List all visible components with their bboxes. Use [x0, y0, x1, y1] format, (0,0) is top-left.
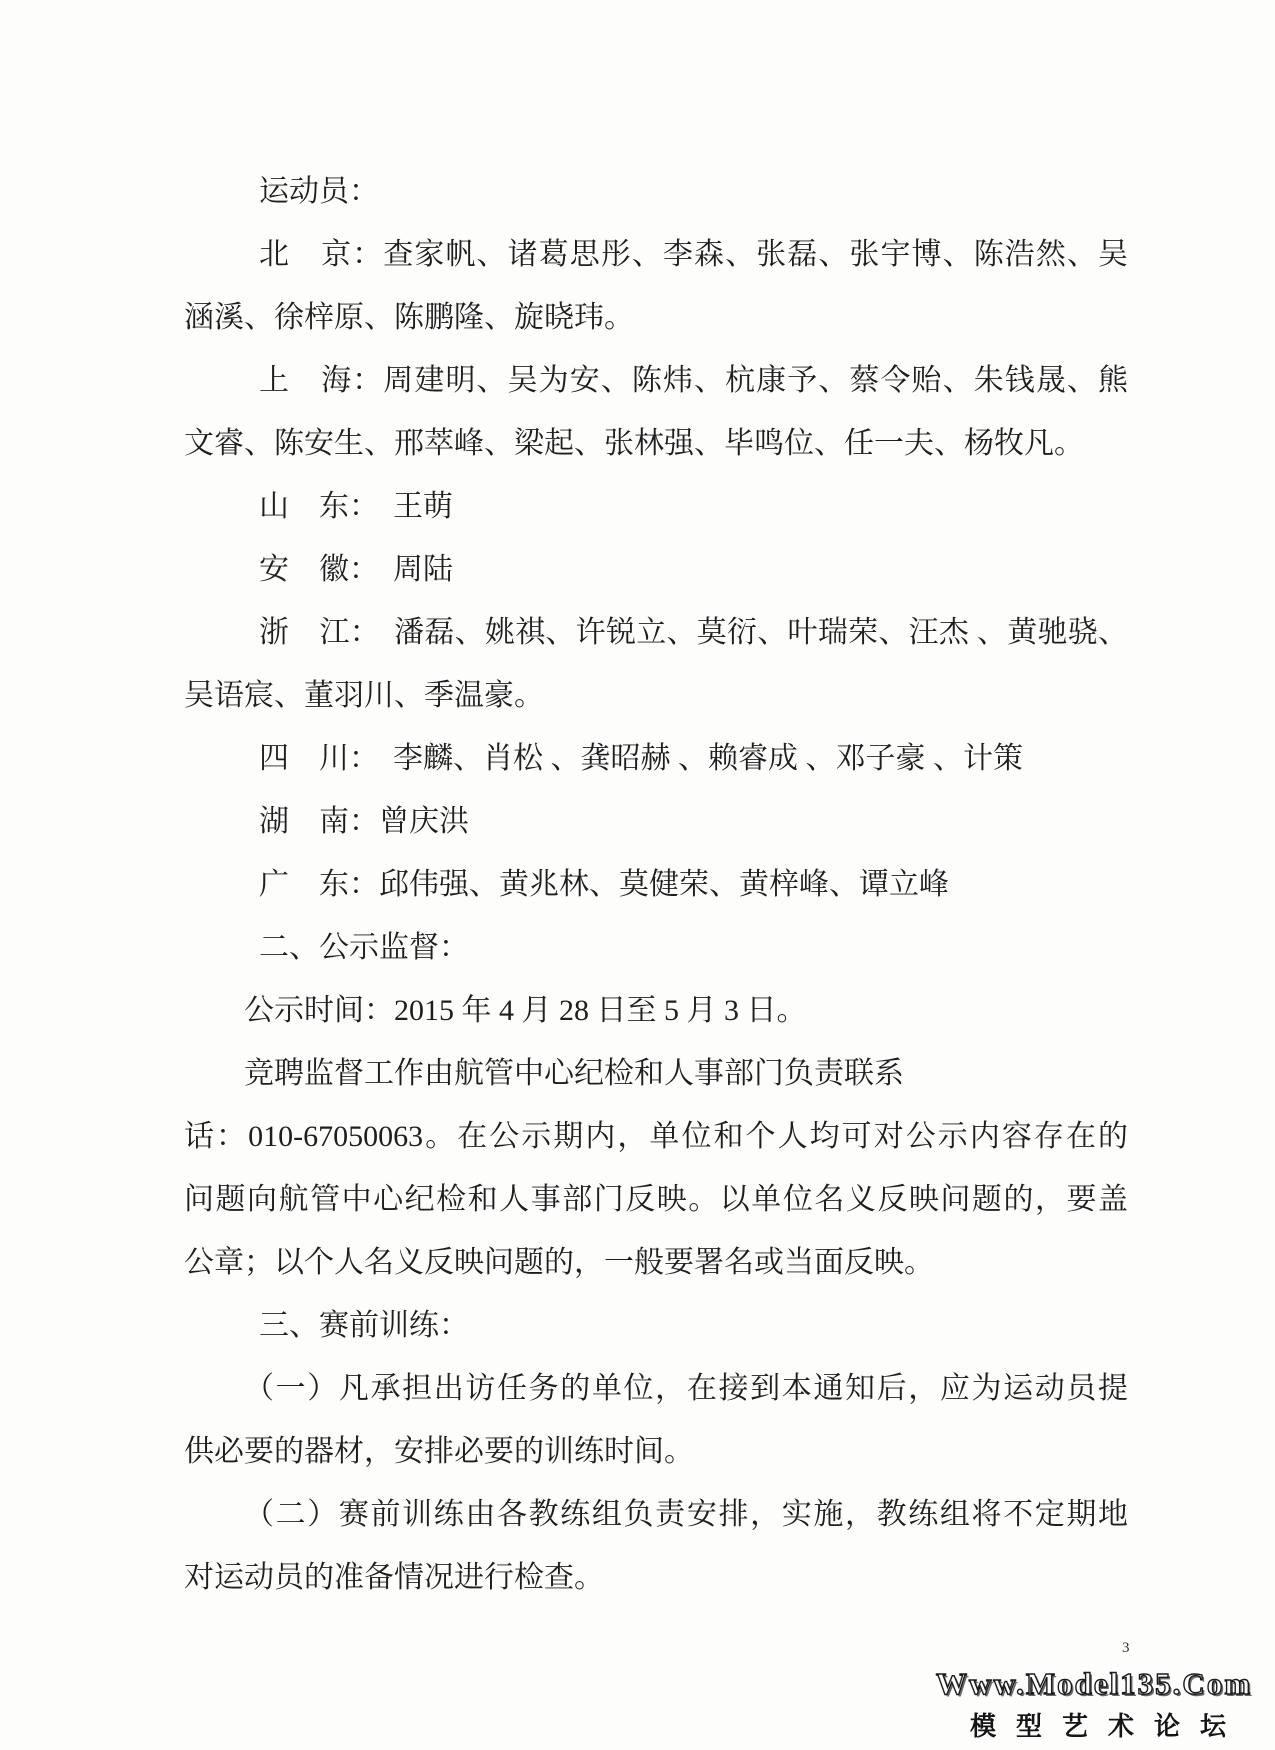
- team-names: 潘磊、姚祺、许锐立、莫衍、叶瑞荣、汪杰 、黄驰骁、: [394, 616, 1129, 649]
- supervision-line-2: 话：010-67050063。在公示期内，单位和个人均可对公示内容存在的: [184, 1120, 1128, 1153]
- training-item-2-line-2: 对运动员的准备情况进行检查。: [184, 1561, 604, 1594]
- supervision-line-1: 竞聘监督工作由航管中心纪检和人事部门负责联系: [244, 1057, 904, 1090]
- team-names: 李麟、肖松 、龚昭赫 、赖睿成 、邓子豪 、计策: [393, 742, 1023, 775]
- team-guangdong-line: [184, 853, 1128, 916]
- training-item-1-line-1: （一）凡承担出访任务的单位，在接到本通知后，应为运动员提: [244, 1372, 1128, 1405]
- province-label-anhui: 安 徽：: [259, 553, 379, 586]
- supervision-line-3: 问题向航管中心纪检和人事部门反映。以单位名义反映问题的，要盖: [184, 1183, 1128, 1216]
- team-hunan-line: [184, 790, 1128, 853]
- section-3-heading: 三、赛前训练：: [259, 1309, 469, 1342]
- team-names: 王萌: [393, 490, 453, 523]
- team-names: 周陆: [393, 553, 453, 586]
- publicity-period: 公示时间：2015 年 4 月 28 日至 5 月 3 日。: [244, 994, 807, 1027]
- province-label-guangdong: 广 东：: [259, 868, 379, 901]
- team-beijing-line-1: [184, 223, 1128, 286]
- athletes-heading: 运动员：: [259, 175, 379, 208]
- province-label-sichuan: 四 川：: [259, 742, 379, 775]
- document-body: [184, 160, 1128, 1609]
- page-number: 3: [1122, 1640, 1130, 1656]
- supervision-line-4: 公章；以个人名义反映问题的，一般要署名或当面反映。: [184, 1246, 934, 1279]
- team-zhejiang-line-1: [184, 601, 1128, 664]
- province-label-hunan: 湖 南：: [259, 805, 379, 838]
- province-label-beijing: 北 京：: [259, 238, 384, 271]
- team-shanghai-line-2: 文睿、陈安生、邢萃峰、梁起、张林强、毕鸣位、任一夫、杨牧凡。: [184, 427, 1084, 460]
- team-sichuan-line: [184, 727, 1128, 790]
- team-names: 周建明、吴为安、陈炜、杭康予、蔡令贻、朱钱晟、熊: [383, 364, 1128, 397]
- section-2-heading: 二、公示监督：: [259, 931, 469, 964]
- team-names: 邱伟强、黄兆林、莫健荣、黄梓峰、谭立峰: [379, 868, 949, 901]
- province-label-shanghai: 上 海：: [259, 364, 384, 397]
- team-zhejiang-line-2: 吴语宸、董羽川、季温豪。: [184, 679, 544, 712]
- team-names: 曾庆洪: [379, 805, 469, 838]
- watermark-forum-name: 模型艺术论坛: [970, 1712, 1247, 1741]
- training-item-2-line-1: （二）赛前训练由各教练组负责安排，实施，教练组将不定期地: [244, 1498, 1128, 1531]
- team-shanghai-line-1: [184, 349, 1128, 412]
- province-label-zhejiang: 浙 江：: [259, 616, 381, 649]
- team-anhui-line: [184, 538, 1128, 601]
- training-item-1-line-2: 供必要的器材，安排必要的训练时间。: [184, 1435, 694, 1468]
- team-beijing-line-2: 涵溪、徐梓原、陈鹏隆、旋晓玮。: [184, 301, 634, 334]
- watermark-url: Www.Model135.Com: [936, 1666, 1253, 1701]
- team-names: 查家帆、诸葛思彤、李森、张磊、张宇博、陈浩然、吴: [383, 238, 1128, 271]
- province-label-shandong: 山 东：: [259, 490, 379, 523]
- team-shandong-line: [184, 475, 1128, 538]
